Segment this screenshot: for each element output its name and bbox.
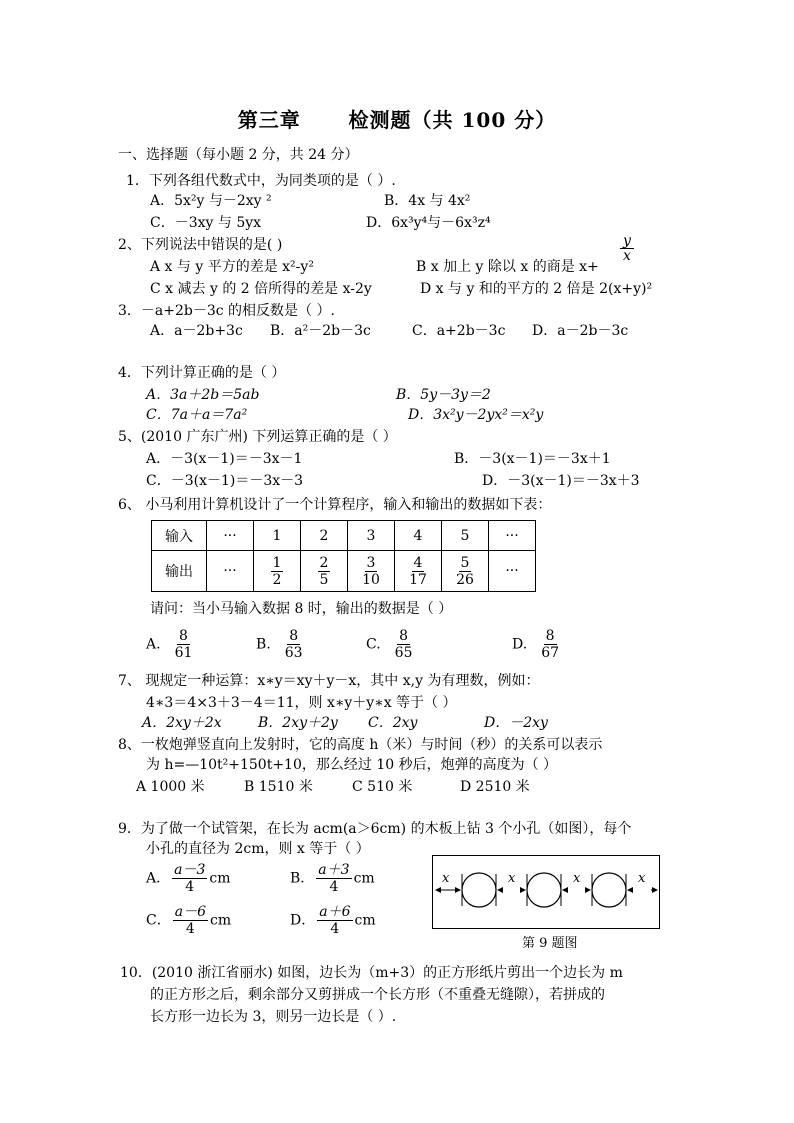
input-cell: 2 [301, 521, 348, 551]
hole-circle [527, 873, 561, 907]
q10-line3: 长方形一边长为 3，则另一边长是（ ）. [150, 1009, 397, 1025]
q3-option-c: C．a+2b－3c [412, 323, 506, 339]
q1-option-a: A．5x²y 与－2xy ² [150, 193, 272, 209]
q6-option-c [366, 628, 415, 661]
hole-circle [462, 873, 496, 907]
out-den: 17 [409, 571, 427, 588]
q2-frac-num: y [620, 234, 634, 249]
q6-b-num: 8 [289, 628, 299, 644]
input-label: 输入 [152, 521, 207, 551]
q9-c-den: 4 [185, 921, 195, 937]
q6-c-den: 65 [394, 645, 413, 661]
io-table [151, 520, 536, 592]
q9-b-letter: B． [290, 870, 315, 887]
q6-option-d [512, 628, 561, 661]
q8-stem: 8、一枚炮弹竖直向上发射时，它的高度 h（米）与时间（秒）的关系可以表示 [118, 737, 603, 753]
q3-option-b: B．a²－2b－3c [270, 323, 371, 339]
figure-caption: 第 9 题图 [522, 936, 578, 951]
input-row [152, 521, 536, 551]
q9-option-d [290, 904, 376, 937]
q4-option-b: B．5y－3y＝2 [396, 387, 491, 403]
q9-line2: 小孔的直径为 2cm，则 x 等于（ ） [146, 841, 370, 857]
q6-c-num: 8 [399, 628, 409, 644]
q5-stem: 5、(2010 广东广州) 下列运算正确的是（ ） [118, 429, 397, 445]
q6-a-letter: A. [146, 636, 161, 653]
q7-option-c: C．2xy [368, 715, 418, 731]
input-cell: 1 [254, 521, 301, 551]
q6-option-a [146, 628, 194, 661]
q6-d-num: 8 [545, 628, 555, 644]
q6-option-b [256, 628, 305, 661]
q9-d-letter: D． [290, 912, 316, 929]
q9-a-num: a－3 [174, 862, 206, 878]
q7-option-d: D．－2xy [484, 715, 548, 731]
q9-option-b [290, 862, 375, 895]
q4-stem: 4．下列计算正确的是（ ） [118, 365, 286, 381]
q9-c-unit: cm [209, 912, 232, 929]
out-den: 5 [319, 571, 329, 588]
q8-option-d: D 2510 米 [460, 779, 530, 795]
q10-line1: 10．(2010 浙江省丽水) 如图，边长为（m+3）的正方形纸片剪出一个边长为 m [120, 965, 623, 981]
q2-option-c: C x 减去 y 的 2 倍所得的差是 x-2y [150, 281, 372, 297]
q5-option-c: C．－3(x－1)＝－3x－3 [146, 473, 304, 489]
input-ellipsis-left: ··· [207, 521, 254, 551]
q6-stem: 6、 小马利用计算机设计了一个计算程序，输入和输出的数据如下表： [118, 497, 552, 513]
q8-line2: 为 h=—10t²+150t+10，那么经过 10 秒后，炮弹的高度为（ ） [146, 757, 558, 773]
q9-option-c [146, 904, 231, 937]
page-title [0, 104, 794, 133]
q2-option-b-text: B x 加上 y 除以 x 的商是 x+ [416, 259, 599, 275]
q1-option-d: D．6x³y⁴与－6x³z⁴ [366, 215, 491, 231]
q3-stem: 3．－a+2b－3c 的相反数是（ ）. [118, 303, 335, 319]
q9-b-den: 4 [329, 879, 339, 895]
title-chapter: 第三章 [237, 108, 301, 132]
q9-c-num: a－6 [174, 904, 206, 920]
q1-option-b: B．4x 与 4x² [384, 193, 471, 209]
q8-option-a: A 1000 米 [136, 779, 205, 795]
q6-b-letter: B. [256, 636, 271, 653]
q6-b-den: 63 [284, 645, 303, 661]
q3-option-a: A．a－2b+3c [150, 323, 243, 339]
output-cell [395, 551, 442, 592]
fig-x-label-4: x [638, 871, 646, 886]
q9-d-unit: cm [354, 912, 376, 929]
q9-stem: 9．为了做一个试管架，在长为 acm(a＞6cm) 的木板上钻 3 个小孔（如图），每个 [118, 821, 632, 837]
out-num: 4 [413, 554, 423, 571]
q2-fraction [620, 234, 634, 263]
q1-stem: 1．下列各组代数式中，为同类项的是（ ）. [126, 173, 396, 189]
q9-b-num: a＋3 [318, 862, 350, 878]
q6-d-den: 67 [541, 645, 560, 661]
q6-c-letter: C. [366, 636, 381, 653]
fig-x-label-3: x [573, 871, 581, 886]
output-label: 输出 [152, 551, 207, 592]
q9-a-unit: cm [209, 870, 231, 887]
q4-option-a: A．3a＋2b＝5ab [146, 387, 260, 403]
output-cell [348, 551, 395, 592]
q6-a-den: 61 [174, 645, 193, 661]
output-ellipsis-right: ··· [489, 551, 536, 592]
q8-option-b: B 1510 米 [244, 779, 313, 795]
q6-question: 请问：当小马输入数据 8 时，输出的数据是（ ） [150, 601, 453, 617]
q9-a-den: 4 [185, 879, 195, 895]
q9-b-unit: cm [353, 870, 375, 887]
q9-c-letter: C． [146, 912, 171, 929]
q9-d-den: 4 [330, 921, 340, 937]
q9-a-letter: A． [146, 870, 171, 887]
title-name: 检测题（共 100 分） [348, 108, 557, 132]
input-cell: 4 [395, 521, 442, 551]
out-den: 2 [272, 571, 282, 588]
q2-stem: 2、下列说法中错误的是( ) [118, 237, 283, 253]
output-cell [254, 551, 301, 592]
q2-frac-den: x [623, 248, 631, 264]
q6-a-num: 8 [179, 628, 188, 644]
input-cell: 5 [442, 521, 489, 551]
output-cell [442, 551, 489, 592]
out-num: 2 [319, 554, 329, 571]
fig-x-label-1: x [442, 871, 450, 886]
section-heading: 一、选择题（每小题 2 分，共 24 分） [118, 147, 359, 163]
q2-option-d: D x 与 y 和的平方的 2 倍是 2(x+y)² [420, 281, 653, 297]
out-num: 5 [460, 554, 470, 571]
q6-d-letter: D. [512, 636, 528, 653]
q10-line2: 的正方形之后，剩余部分又剪拼成一个长方形（不重叠无缝隙），若拼成的 [150, 987, 605, 1003]
q7-option-a: A．2xy＋2x [142, 715, 222, 731]
q9-d-num: a＋6 [319, 904, 351, 920]
input-cell: 3 [348, 521, 395, 551]
q7-option-b: B．2xy＋2y [258, 715, 338, 731]
q3-option-d: D．a－2b－3c [532, 323, 629, 339]
q9-option-a [146, 862, 231, 895]
q7-stem: 7、 现规定一种运算：x∗y＝xy＋y－x，其中 x,y 为有理数，例如： [118, 673, 540, 689]
q1-option-c: C．－3xy 与 5yx [150, 215, 262, 231]
out-den: 10 [362, 571, 380, 588]
output-ellipsis-left: ··· [207, 551, 254, 592]
q2-option-b [416, 258, 599, 276]
out-den: 26 [456, 571, 474, 588]
fig-x-label-2: x [508, 871, 516, 886]
q4-option-d: D．3x²y－2yx²＝x²y [408, 407, 544, 423]
input-ellipsis-right: ··· [489, 521, 536, 551]
q5-option-d: D．－3(x－1)＝－3x＋3 [482, 473, 640, 489]
output-cell [301, 551, 348, 592]
out-num: 3 [366, 554, 376, 571]
q5-option-a: A．－3(x－1)＝－3x－1 [146, 451, 303, 467]
test-tube-rack-figure [432, 855, 660, 929]
q4-option-c: C．7a＋a＝7a² [146, 407, 248, 423]
q7-line2: 4∗3＝4×3＋3－4＝11，则 x∗y＋y∗x 等于（ ） [146, 695, 457, 711]
q5-option-b: B．－3(x－1)＝－3x＋1 [454, 451, 611, 467]
out-num: 1 [272, 554, 282, 571]
q8-option-c: C 510 米 [352, 779, 413, 795]
hole-circle [592, 873, 626, 907]
q2-option-a: A x 与 y 平方的差是 x²-y² [150, 259, 314, 275]
figure-drawing [433, 856, 659, 928]
output-row [152, 551, 536, 592]
